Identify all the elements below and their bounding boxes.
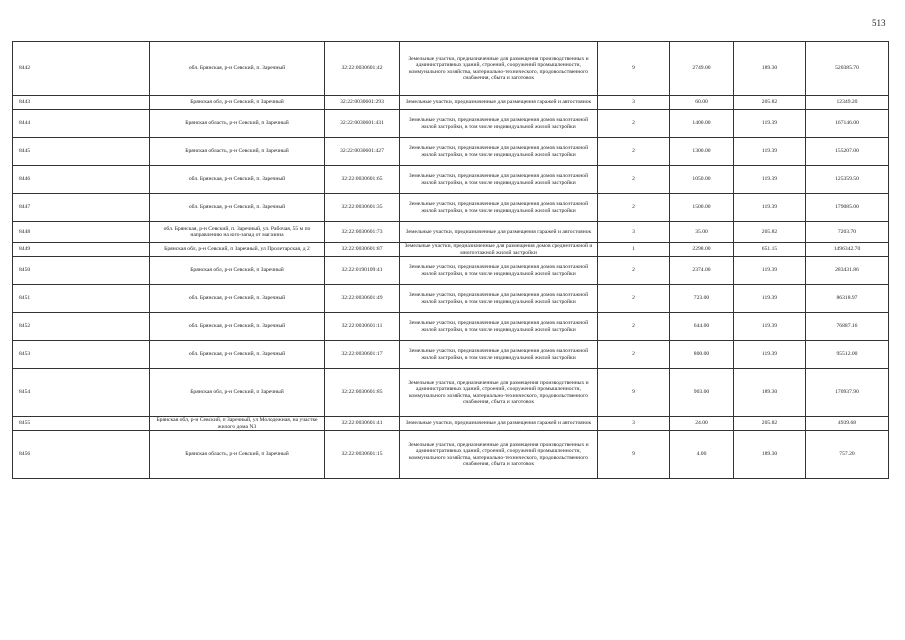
rate-cell: 205.82 xyxy=(734,222,806,243)
area-cell: 1400.00 xyxy=(670,110,734,138)
group-cell: 3 xyxy=(598,417,670,431)
row-number: 8446 xyxy=(13,166,150,194)
rate-cell: 119.39 xyxy=(734,166,806,194)
group-cell: 9 xyxy=(598,369,670,417)
land-use-cell: Земельные участки, предназначенные для размещения домов малоэтажной жилой застройки, в том числе индивидуальной жилой застройки xyxy=(400,285,598,313)
table-row xyxy=(13,166,889,194)
row-number: 8453 xyxy=(13,341,150,369)
rate-cell: 189.30 xyxy=(734,431,806,479)
area-cell: 1300.00 xyxy=(670,138,734,166)
group-cell: 2 xyxy=(598,166,670,194)
rate-cell: 651.15 xyxy=(734,243,806,257)
cadastral-number-cell: 32:22:0030601:87 xyxy=(325,243,400,257)
group-cell: 2 xyxy=(598,194,670,222)
address-cell: обл. Брянская, р-н Севский, п. Заречный xyxy=(150,341,325,369)
row-number: 8447 xyxy=(13,194,150,222)
group-cell: 2 xyxy=(598,313,670,341)
rate-cell: 205.82 xyxy=(734,96,806,110)
cadastral-value-cell: 7203.70 xyxy=(806,222,889,243)
table-body xyxy=(13,42,889,479)
table-row xyxy=(13,257,889,285)
cadastral-value-cell: 95512.00 xyxy=(806,341,889,369)
table-row xyxy=(13,42,889,96)
cadastral-number-cell: 32:22:0030601:41 xyxy=(325,417,400,431)
cadastral-value-cell: 757.20 xyxy=(806,431,889,479)
cadastral-number-cell: 32:22:0190109:41 xyxy=(325,257,400,285)
group-cell: 3 xyxy=(598,222,670,243)
group-cell: 9 xyxy=(598,431,670,479)
cadastral-value-cell: 76887.16 xyxy=(806,313,889,341)
row-number: 8454 xyxy=(13,369,150,417)
rate-cell: 205.82 xyxy=(734,417,806,431)
row-number: 8450 xyxy=(13,257,150,285)
table-row xyxy=(13,341,889,369)
address-cell: Брянская обл, р-н Севский, п Заречный, ул Пролетарская, д 2 xyxy=(150,243,325,257)
area-cell: 2749.00 xyxy=(670,42,734,96)
area-cell: 24.00 xyxy=(670,417,734,431)
address-cell: Брянская область, р-н Севский, п Заречный xyxy=(150,431,325,479)
land-use-cell: Земельные участки, предназначенные для размещения гаражей и автостоянок xyxy=(400,96,598,110)
address-cell: обл. Брянская, р-н Севский, п. Заречный xyxy=(150,166,325,194)
row-number: 8443 xyxy=(13,96,150,110)
address-cell: Брянская обл, р-н Севский, п Заречный xyxy=(150,257,325,285)
table-row xyxy=(13,243,889,257)
table-row xyxy=(13,96,889,110)
land-use-cell: Земельные участки, предназначенные для размещения домов малоэтажной жилой застройки, в том числе индивидуальной жилой застройки xyxy=(400,166,598,194)
address-cell: обл. Брянская, р-н Севский, п. Заречный xyxy=(150,285,325,313)
cadastral-value-cell: 125359.50 xyxy=(806,166,889,194)
area-cell: 35.00 xyxy=(670,222,734,243)
area-cell: 60.00 xyxy=(670,96,734,110)
land-use-cell: Земельные участки, предназначенные для размещения производственных и административных зданий, строений, сооружений промышленности, коммунального хозяйства, материально-технического, продовольственного снабжения, сбыта и заготовок xyxy=(400,431,598,479)
group-cell: 2 xyxy=(598,285,670,313)
cadastral-value-cell: 170937.90 xyxy=(806,369,889,417)
group-cell: 2 xyxy=(598,110,670,138)
group-cell: 9 xyxy=(598,42,670,96)
land-use-cell: Земельные участки, предназначенные для размещения производственных и административных зданий, строений, сооружений промышленности, коммунального хозяйства, материально-технического, продовольственного снабжения, сбыта и заготовок xyxy=(400,42,598,96)
area-cell: 2298.00 xyxy=(670,243,734,257)
row-number: 8445 xyxy=(13,138,150,166)
cadastral-number-cell: 32:22:0030601:431 xyxy=(325,110,400,138)
address-cell: обл. Брянская, р-н Севский, п. Заречный xyxy=(150,194,325,222)
table-row xyxy=(13,369,889,417)
table-row xyxy=(13,313,889,341)
land-use-cell: Земельные участки, предназначенные для размещения домов малоэтажной жилой застройки, в том числе индивидуальной жилой застройки xyxy=(400,194,598,222)
cadastral-number-cell: 32:22:0030601:293 xyxy=(325,96,400,110)
cadastral-value-cell: 12349.20 xyxy=(806,96,889,110)
area-cell: 800.00 xyxy=(670,341,734,369)
area-cell: 2374.00 xyxy=(670,257,734,285)
land-use-cell: Земельные участки, предназначенные для размещения гаражей и автостоянок xyxy=(400,222,598,243)
cadastral-number-cell: 32:22:0030601:17 xyxy=(325,341,400,369)
cadastral-number-cell: 32:22:0030601:85 xyxy=(325,369,400,417)
table-row xyxy=(13,285,889,313)
cadastral-value-cell: 4939.68 xyxy=(806,417,889,431)
rate-cell: 119.39 xyxy=(734,257,806,285)
row-number: 8451 xyxy=(13,285,150,313)
area-cell: 4.00 xyxy=(670,431,734,479)
area-cell: 1500.00 xyxy=(670,194,734,222)
group-cell: 2 xyxy=(598,257,670,285)
land-use-cell: Земельные участки, предназначенные для размещения домов малоэтажной жилой застройки, в том числе индивидуальной жилой застройки xyxy=(400,341,598,369)
row-number: 8456 xyxy=(13,431,150,479)
land-use-cell: Земельные участки, предназначенные для размещения домов малоэтажной жилой застройки, в том числе индивидуальной жилой застройки xyxy=(400,138,598,166)
cadastral-number-cell: 32:22:0030601:35 xyxy=(325,194,400,222)
land-use-cell: Земельные участки, предназначенные для размещения домов среднеэтажной и многоэтажной жилой застройки xyxy=(400,243,598,257)
group-cell: 3 xyxy=(598,96,670,110)
rate-cell: 119.39 xyxy=(734,341,806,369)
cadastral-value-cell: 520385.70 xyxy=(806,42,889,96)
rate-cell: 189.30 xyxy=(734,42,806,96)
row-number: 8449 xyxy=(13,243,150,257)
address-cell: Брянская обл, р-н Севский, п Заречный xyxy=(150,369,325,417)
cadastral-value-table xyxy=(12,41,889,479)
area-cell: 1050.00 xyxy=(670,166,734,194)
land-use-cell: Земельные участки, предназначенные для размещения домов малоэтажной жилой застройки, в том числе индивидуальной жилой застройки xyxy=(400,257,598,285)
row-number: 8452 xyxy=(13,313,150,341)
page-number: 513 xyxy=(872,18,886,28)
cadastral-number-cell: 32:22:0030601:65 xyxy=(325,166,400,194)
row-number: 8455 xyxy=(13,417,150,431)
rate-cell: 119.39 xyxy=(734,194,806,222)
table-row xyxy=(13,138,889,166)
address-cell: обл. Брянская, р-н Севский, п. Заречный, ул. Рабочая, 55 м по направлению на юго-запад от магазина xyxy=(150,222,325,243)
row-number: 8442 xyxy=(13,42,150,96)
row-number: 8444 xyxy=(13,110,150,138)
rate-cell: 119.39 xyxy=(734,138,806,166)
land-use-cell: Земельные участки, предназначенные для размещения домов малоэтажной жилой застройки, в том числе индивидуальной жилой застройки xyxy=(400,110,598,138)
rate-cell: 119.39 xyxy=(734,313,806,341)
cadastral-value-cell: 167146.00 xyxy=(806,110,889,138)
address-cell: обл. Брянская, р-н Севский, п. Заречный xyxy=(150,313,325,341)
cadastral-number-cell: 32:22:0030601:427 xyxy=(325,138,400,166)
table-row xyxy=(13,110,889,138)
cadastral-number-cell: 32:22:0030601:15 xyxy=(325,431,400,479)
address-cell: Брянская область, р-н Севский, п Заречный xyxy=(150,138,325,166)
table-row xyxy=(13,431,889,479)
table-row xyxy=(13,417,889,431)
row-number: 8448 xyxy=(13,222,150,243)
cadastral-value-cell: 179085.00 xyxy=(806,194,889,222)
address-cell: Брянская обл, р-н Севский, п Заречный xyxy=(150,96,325,110)
table-row xyxy=(13,222,889,243)
cadastral-number-cell: 32:22:0030601:73 xyxy=(325,222,400,243)
rate-cell: 189.30 xyxy=(734,369,806,417)
rate-cell: 119.39 xyxy=(734,285,806,313)
group-cell: 2 xyxy=(598,341,670,369)
group-cell: 2 xyxy=(598,138,670,166)
land-use-cell: Земельные участки, предназначенные для размещения производственных и административных зданий, строений, сооружений промышленности, коммунального хозяйства, материально-технического, продовольственного снабжения, сбыта и заготовок xyxy=(400,369,598,417)
rate-cell: 119.39 xyxy=(734,110,806,138)
cadastral-value-cell: 283431.86 xyxy=(806,257,889,285)
land-use-cell: Земельные участки, предназначенные для размещения гаражей и автостоянок xyxy=(400,417,598,431)
table-row xyxy=(13,194,889,222)
group-cell: 1 xyxy=(598,243,670,257)
address-cell: Брянская область, р-н Севский, п Заречный xyxy=(150,110,325,138)
cadastral-number-cell: 32:22:0030601:11 xyxy=(325,313,400,341)
address-cell: Брянская обл, р-н Севский, п Заречный, ул Молодежная, на участке жилого дома N3 xyxy=(150,417,325,431)
area-cell: 723.00 xyxy=(670,285,734,313)
address-cell: обл. Брянская, р-н Севский, п. Заречный xyxy=(150,42,325,96)
cadastral-value-cell: 1496342.70 xyxy=(806,243,889,257)
land-use-cell: Земельные участки, предназначенные для размещения домов малоэтажной жилой застройки, в том числе индивидуальной жилой застройки xyxy=(400,313,598,341)
cadastral-number-cell: 32:22:0030601:49 xyxy=(325,285,400,313)
area-cell: 903.00 xyxy=(670,369,734,417)
area-cell: 644.00 xyxy=(670,313,734,341)
cadastral-number-cell: 32:22:0030601:42 xyxy=(325,42,400,96)
cadastral-value-cell: 155207.00 xyxy=(806,138,889,166)
cadastral-value-cell: 86318.97 xyxy=(806,285,889,313)
